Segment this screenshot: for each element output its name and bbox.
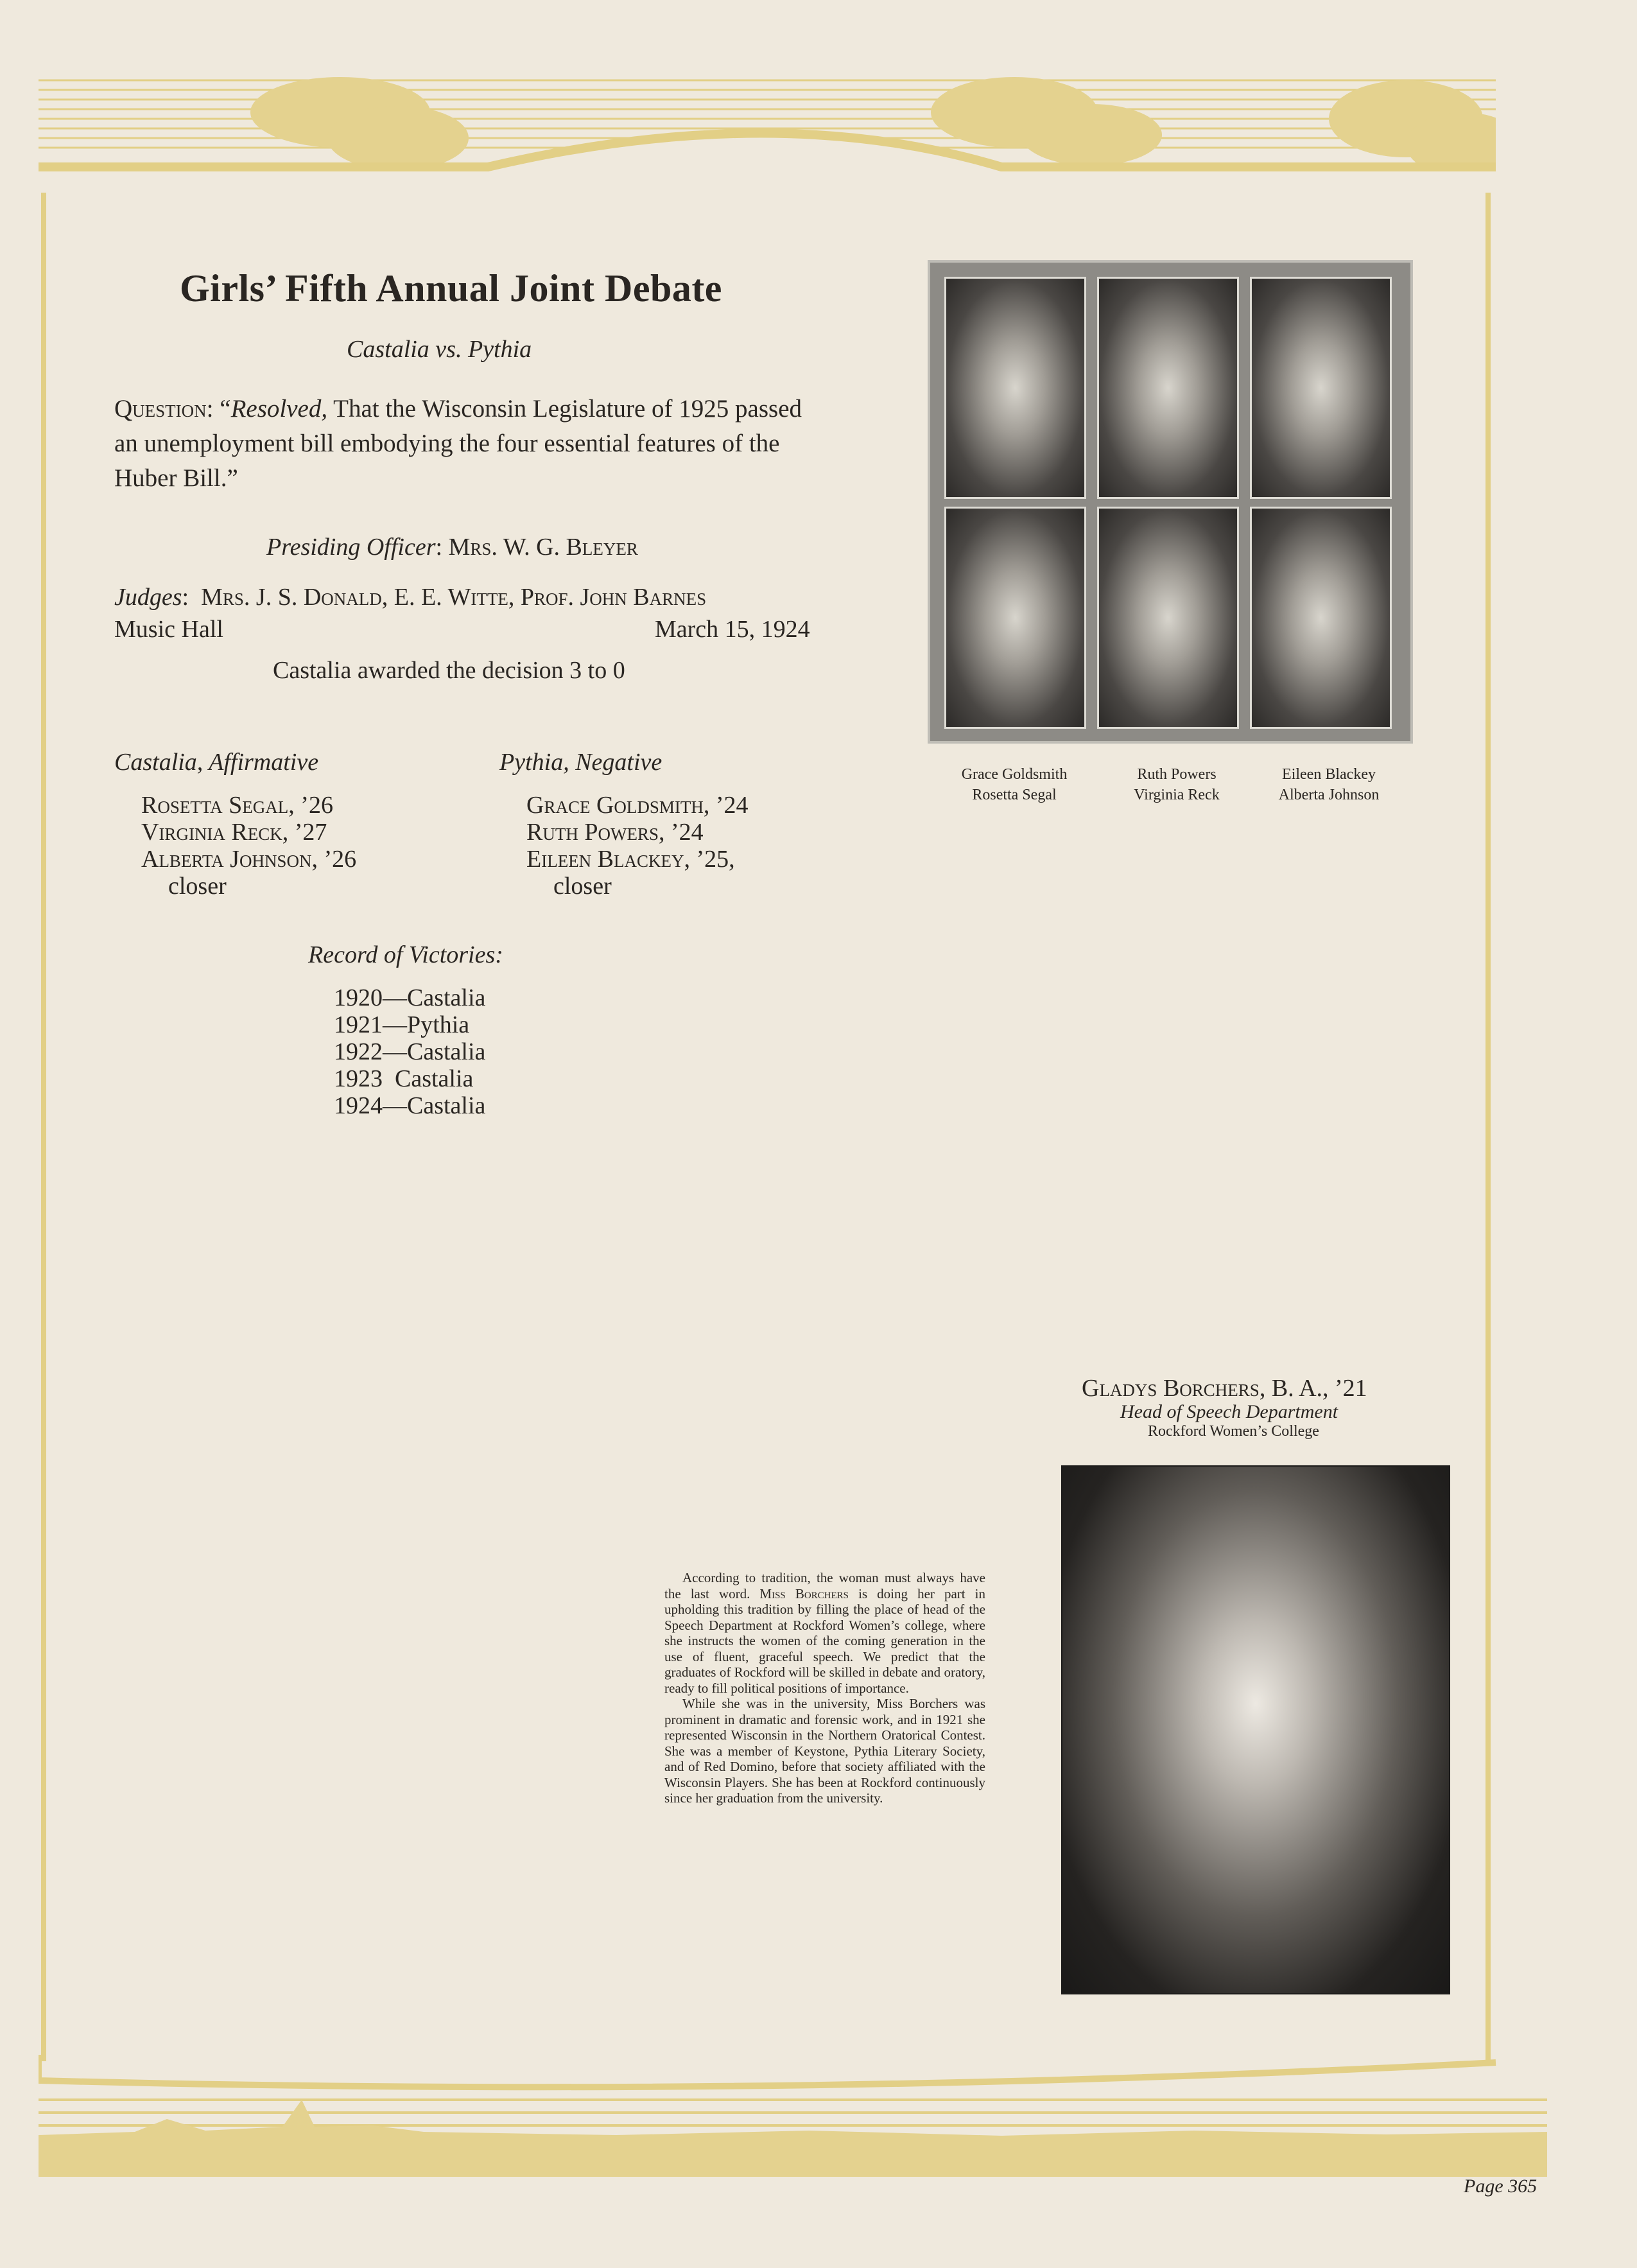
photo-caption: Rosetta Segal bbox=[972, 787, 1057, 803]
pythia-member: Ruth Powers, ’24 bbox=[526, 819, 704, 846]
debaters-photo-grid bbox=[928, 260, 1413, 744]
record-heading: Record of Victories: bbox=[308, 941, 503, 968]
castalia-heading: Castalia, Affirmative bbox=[114, 749, 319, 776]
photo-caption: Alberta Johnson bbox=[1278, 787, 1380, 803]
portrait-photo bbox=[944, 507, 1086, 729]
article-paragraph bbox=[664, 1570, 985, 1696]
right-border-line bbox=[1485, 193, 1491, 2061]
question-text: That the Wisconsin Legislature of 1925 passed an unemployment bill embodying the four essential features of the Huber Bill.” bbox=[114, 395, 802, 492]
article-name: Miss Borchers bbox=[759, 1585, 849, 1601]
pythia-member: Grace Goldsmith, ’24 bbox=[526, 792, 749, 819]
judges-value: Mrs. J. S. Donald, E. E. Witte, Prof. John Barnes bbox=[201, 584, 707, 611]
presiding-officer: Presiding Officer: Mrs. W. G. Bleyer bbox=[266, 534, 638, 561]
question-resolved: Resolved, bbox=[230, 395, 328, 423]
debate-date: March 15, 1924 bbox=[655, 616, 810, 643]
article-paragraph: While she was in the university, Miss Borchers was prominent in dramatic and forensic work, and in 1921 she represented Wisconsin in the Northern Oratorical Contest. She was a member of Keystone, Pythia Literary Society, and of Red Domino, before that society affiliated with the Wisconsin Players. She has been at Rockford continuously since her graduation from the university. bbox=[664, 1696, 985, 1806]
record-item: 1923 Castalia bbox=[334, 1065, 474, 1092]
portrait-photo bbox=[1097, 507, 1239, 729]
portrait-photo bbox=[1097, 277, 1239, 499]
pythia-heading: Pythia, Negative bbox=[499, 749, 663, 776]
profile-portrait-photo bbox=[1061, 1465, 1450, 1994]
judges-line: Judges: Mrs. J. S. Donald, E. E. Witte, Prof. John Barnes bbox=[114, 584, 707, 611]
portrait-photo bbox=[1250, 277, 1392, 499]
question-label: Question bbox=[114, 395, 207, 423]
profile-name: Gladys Borchers, B. A., ’21 bbox=[1082, 1375, 1367, 1402]
record-item: 1921—Pythia bbox=[334, 1011, 470, 1038]
photo-caption: Virginia Reck bbox=[1134, 787, 1220, 803]
bottom-border-ornament bbox=[39, 2055, 1547, 2177]
castalia-member: Alberta Johnson, ’26 bbox=[141, 846, 357, 873]
pythia-member: Eileen Blackey, ’25, bbox=[526, 846, 735, 873]
decision: Castalia awarded the decision 3 to 0 bbox=[273, 657, 625, 684]
left-border-line bbox=[41, 193, 46, 2061]
article-text: is doing her part in upholding this tradition by filling the place of head of the Speech Department at Rockford Women’s college, where she instructs the women of the coming generation in the use of fluent, graceful speech. We predict that the graduates of Rockford will be skilled in debate and oratory, ready to fill political positions of importance. bbox=[664, 1585, 985, 1696]
portrait-photo bbox=[944, 277, 1086, 499]
page-number: Page 365 bbox=[1464, 2176, 1537, 2197]
top-border-ornament bbox=[39, 74, 1496, 202]
photo-caption: Grace Goldsmith bbox=[961, 766, 1068, 783]
record-item: 1922—Castalia bbox=[334, 1038, 486, 1065]
record-item: 1920—Castalia bbox=[334, 984, 486, 1011]
castalia-member: Rosetta Segal, ’26 bbox=[141, 792, 333, 819]
page-title: Girls’ Fifth Annual Joint Debate bbox=[180, 267, 722, 310]
portrait-photo bbox=[1250, 507, 1392, 729]
profile-article bbox=[664, 1570, 985, 1806]
presiding-label: Presiding Officer bbox=[266, 534, 436, 561]
record-item: 1924—Castalia bbox=[334, 1092, 486, 1119]
profile-role: Head of Speech Department bbox=[1120, 1401, 1338, 1422]
judges-label: Judges bbox=[114, 584, 182, 611]
question-colon: : “ bbox=[206, 395, 231, 423]
presiding-value: Mrs. W. G. Bleyer bbox=[448, 534, 638, 561]
venue: Music Hall bbox=[114, 616, 223, 643]
page-subtitle: Castalia vs. Pythia bbox=[347, 336, 532, 363]
photo-caption: Eileen Blackey bbox=[1282, 766, 1376, 783]
debate-question bbox=[114, 392, 820, 496]
pythia-closer: closer bbox=[553, 873, 612, 900]
profile-org: Rockford Women’s College bbox=[1148, 1423, 1319, 1440]
article-text: According to tradition, the woman must always have the last word. bbox=[664, 1570, 985, 1601]
castalia-member: Virginia Reck, ’27 bbox=[141, 819, 327, 846]
photo-caption: Ruth Powers bbox=[1137, 766, 1217, 783]
castalia-closer: closer bbox=[168, 873, 227, 900]
